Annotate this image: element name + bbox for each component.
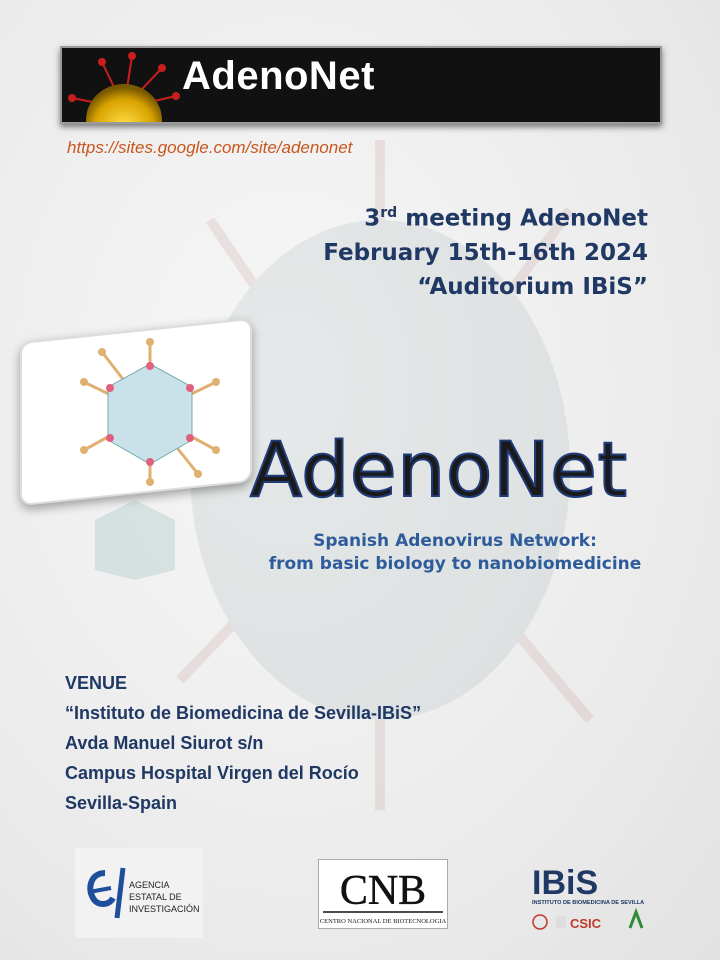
network-subtitle <box>250 530 660 576</box>
aei-text-2: ESTATAL DE <box>129 892 182 902</box>
subtitle-line-2: from basic biology to nanobiomedicine <box>268 554 642 574</box>
meeting-dates: February 15th-16th 2024 <box>323 239 648 266</box>
aei-text-1: AGENCIA <box>129 880 170 890</box>
cnb-caption: CENTRO NACIONAL DE BIOTECNOLOGIA <box>319 918 447 925</box>
venue-block <box>65 668 421 818</box>
main-title: AdenoNet <box>250 425 628 514</box>
venue-line: Avda Manuel Siurot s/n <box>65 733 264 753</box>
venue-heading: VENUE <box>65 673 128 693</box>
ibis-mark-text: IBiS <box>532 864 599 902</box>
csic-text: CSIC <box>570 916 602 931</box>
ibis-logo <box>530 862 662 938</box>
virus-image-card <box>20 318 252 506</box>
aei-mark-icon <box>75 848 203 938</box>
venue-line: Sevilla-Spain <box>65 793 178 813</box>
adenovirus-icon <box>22 332 250 492</box>
venue-line: Campus Hospital Virgen del Rocío <box>65 763 359 783</box>
meeting-edition: 3rd meeting AdenoNet <box>364 205 648 232</box>
ibis-mark-icon <box>530 862 662 938</box>
aei-text-3: INVESTIGACIÓN <box>129 904 200 914</box>
virus-reflection-image <box>60 490 210 580</box>
header-banner <box>60 46 662 124</box>
sas-icon <box>556 916 566 928</box>
cnb-mark-icon <box>319 860 447 928</box>
junta-andalucia-icon <box>630 912 642 928</box>
meeting-location: “Auditorium IBiS” <box>417 273 648 300</box>
cnb-mark-text: CNB <box>339 868 427 914</box>
subtitle-line-1: Spanish Adenovirus Network: <box>313 531 597 551</box>
aei-logo <box>75 848 203 938</box>
virus-logo-icon <box>62 48 192 122</box>
us-seal-icon <box>533 915 547 929</box>
cnb-logo <box>318 859 448 929</box>
venue-line: “Instituto de Biomedicina de Sevilla-IBiS” <box>65 703 422 723</box>
meeting-info <box>323 196 648 304</box>
website-link[interactable]: https://sites.google.com/site/adenonet <box>67 138 353 157</box>
ibis-caption: INSTITUTO DE BIOMEDICINA DE SEVILLA <box>532 900 645 906</box>
banner-title: AdenoNet <box>182 54 375 98</box>
